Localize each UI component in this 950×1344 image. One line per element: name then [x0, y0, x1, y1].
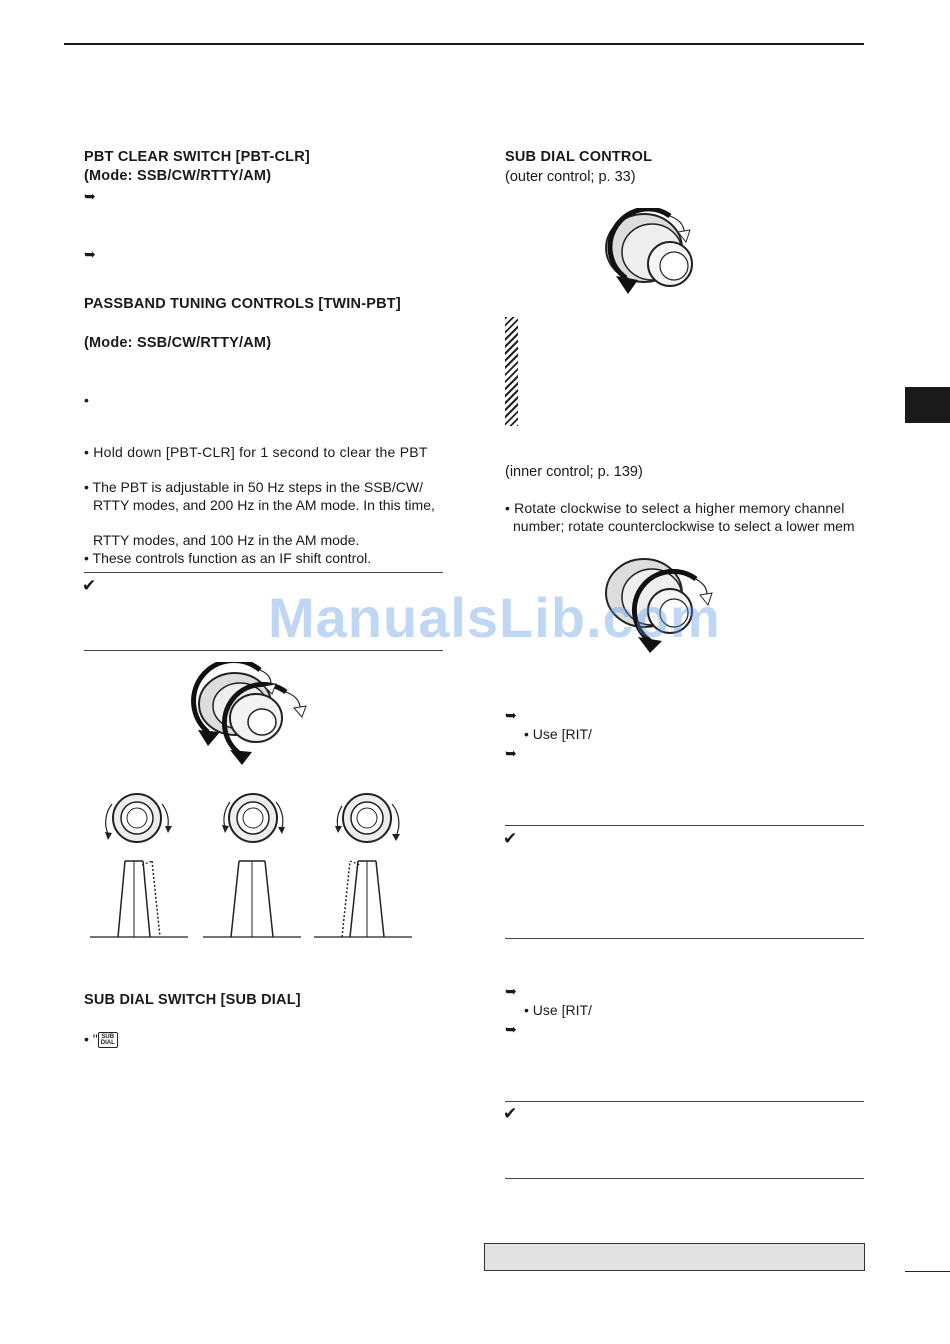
pbt-clear-arrow-2: ➥	[84, 246, 96, 262]
right-note-rule-bottom-b	[505, 1178, 864, 1179]
sub-dial-switch-bullet	[84, 1030, 118, 1048]
passband-diagram-left	[90, 855, 190, 940]
sub-dial-switch-heading: SUB DIAL SWITCH [SUB DIAL]	[84, 992, 301, 1008]
arrow-a: ➥	[505, 707, 517, 723]
right-check-icon-a: ✔	[503, 829, 518, 848]
pbt-clear-mode: (Mode: SSB/CW/RTTY/AM)	[84, 168, 272, 184]
note-rule-top	[84, 572, 443, 573]
sub-dial-inner-label: (inner control; p. 139)	[505, 464, 643, 480]
top-rule	[64, 43, 864, 45]
sub-dial-icon-line1: SUB	[101, 1034, 115, 1041]
page-number-rule	[905, 1271, 950, 1272]
twin-pbt-bullet-adjust-3: RTTY modes, and 100 Hz in the AM mode.	[93, 532, 360, 548]
sub-dial-switch-bullet-text: • "	[84, 1031, 98, 1047]
note-rule-bottom	[84, 650, 443, 651]
watermark: ManualsLib.com	[268, 586, 721, 649]
sub-dial-control-heading: SUB DIAL CONTROL	[505, 149, 653, 165]
use-rit-a: • Use [RIT/	[524, 726, 592, 742]
note-check-icon: ✔	[82, 576, 97, 595]
arrow-d: ➥	[505, 1021, 517, 1037]
right-note-rule-bottom-a	[505, 938, 864, 939]
sub-dial-outer-label: (outer control; p. 33)	[505, 169, 636, 185]
sub-dial-icon	[98, 1032, 118, 1048]
right-note-rule-top-b	[505, 1101, 864, 1102]
twin-pbt-knob-illustration	[190, 662, 315, 772]
twin-pbt-heading: PASSBAND TUNING CONTROLS [TWIN-PBT]	[84, 296, 401, 312]
right-note-rule-top-a	[505, 825, 864, 826]
footer-box	[484, 1243, 865, 1271]
arrow-c: ➥	[505, 983, 517, 999]
arrow-b: ➥	[505, 745, 517, 761]
twin-pbt-bullet-adjust-2: RTTY modes, and 200 Hz in the AM mode. In this time,	[93, 497, 435, 513]
pbt-knob-left	[100, 784, 175, 849]
passband-diagram-center	[203, 855, 303, 940]
right-check-icon-b: ✔	[503, 1104, 518, 1123]
twin-pbt-bullet-hold: • Hold down [PBT-CLR] for 1 second to clear the PBT	[84, 444, 428, 460]
passband-diagram-right	[314, 855, 414, 940]
twin-pbt-bullet-adjust-1: • The PBT is adjustable in 50 Hz steps in the SSB/CW/	[84, 479, 423, 495]
pbt-clear-heading: PBT CLEAR SWITCH [PBT-CLR]	[84, 149, 310, 165]
sub-dial-rotate-1: • Rotate clockwise to select a higher memory channel	[505, 500, 845, 516]
twin-pbt-bullet-ifshift: • These controls function as an IF shift control.	[84, 550, 372, 566]
twin-pbt-bullet-empty: •	[84, 392, 89, 408]
pbt-clear-arrow-1: ➥	[84, 188, 96, 204]
pbt-knob-right	[330, 784, 405, 849]
hatched-margin-bar	[505, 317, 518, 426]
pbt-knob-center	[216, 784, 291, 849]
sub-dial-rotate-2: number; rotate counterclockwise to select a lower mem	[513, 518, 855, 534]
use-rit-b: • Use [RIT/	[524, 1002, 592, 1018]
twin-pbt-mode: (Mode: SSB/CW/RTTY/AM)	[84, 335, 272, 351]
chapter-tab	[905, 387, 950, 423]
outer-control-knob-illustration	[600, 208, 705, 298]
sub-dial-icon-line2: DIAL	[100, 1040, 115, 1047]
